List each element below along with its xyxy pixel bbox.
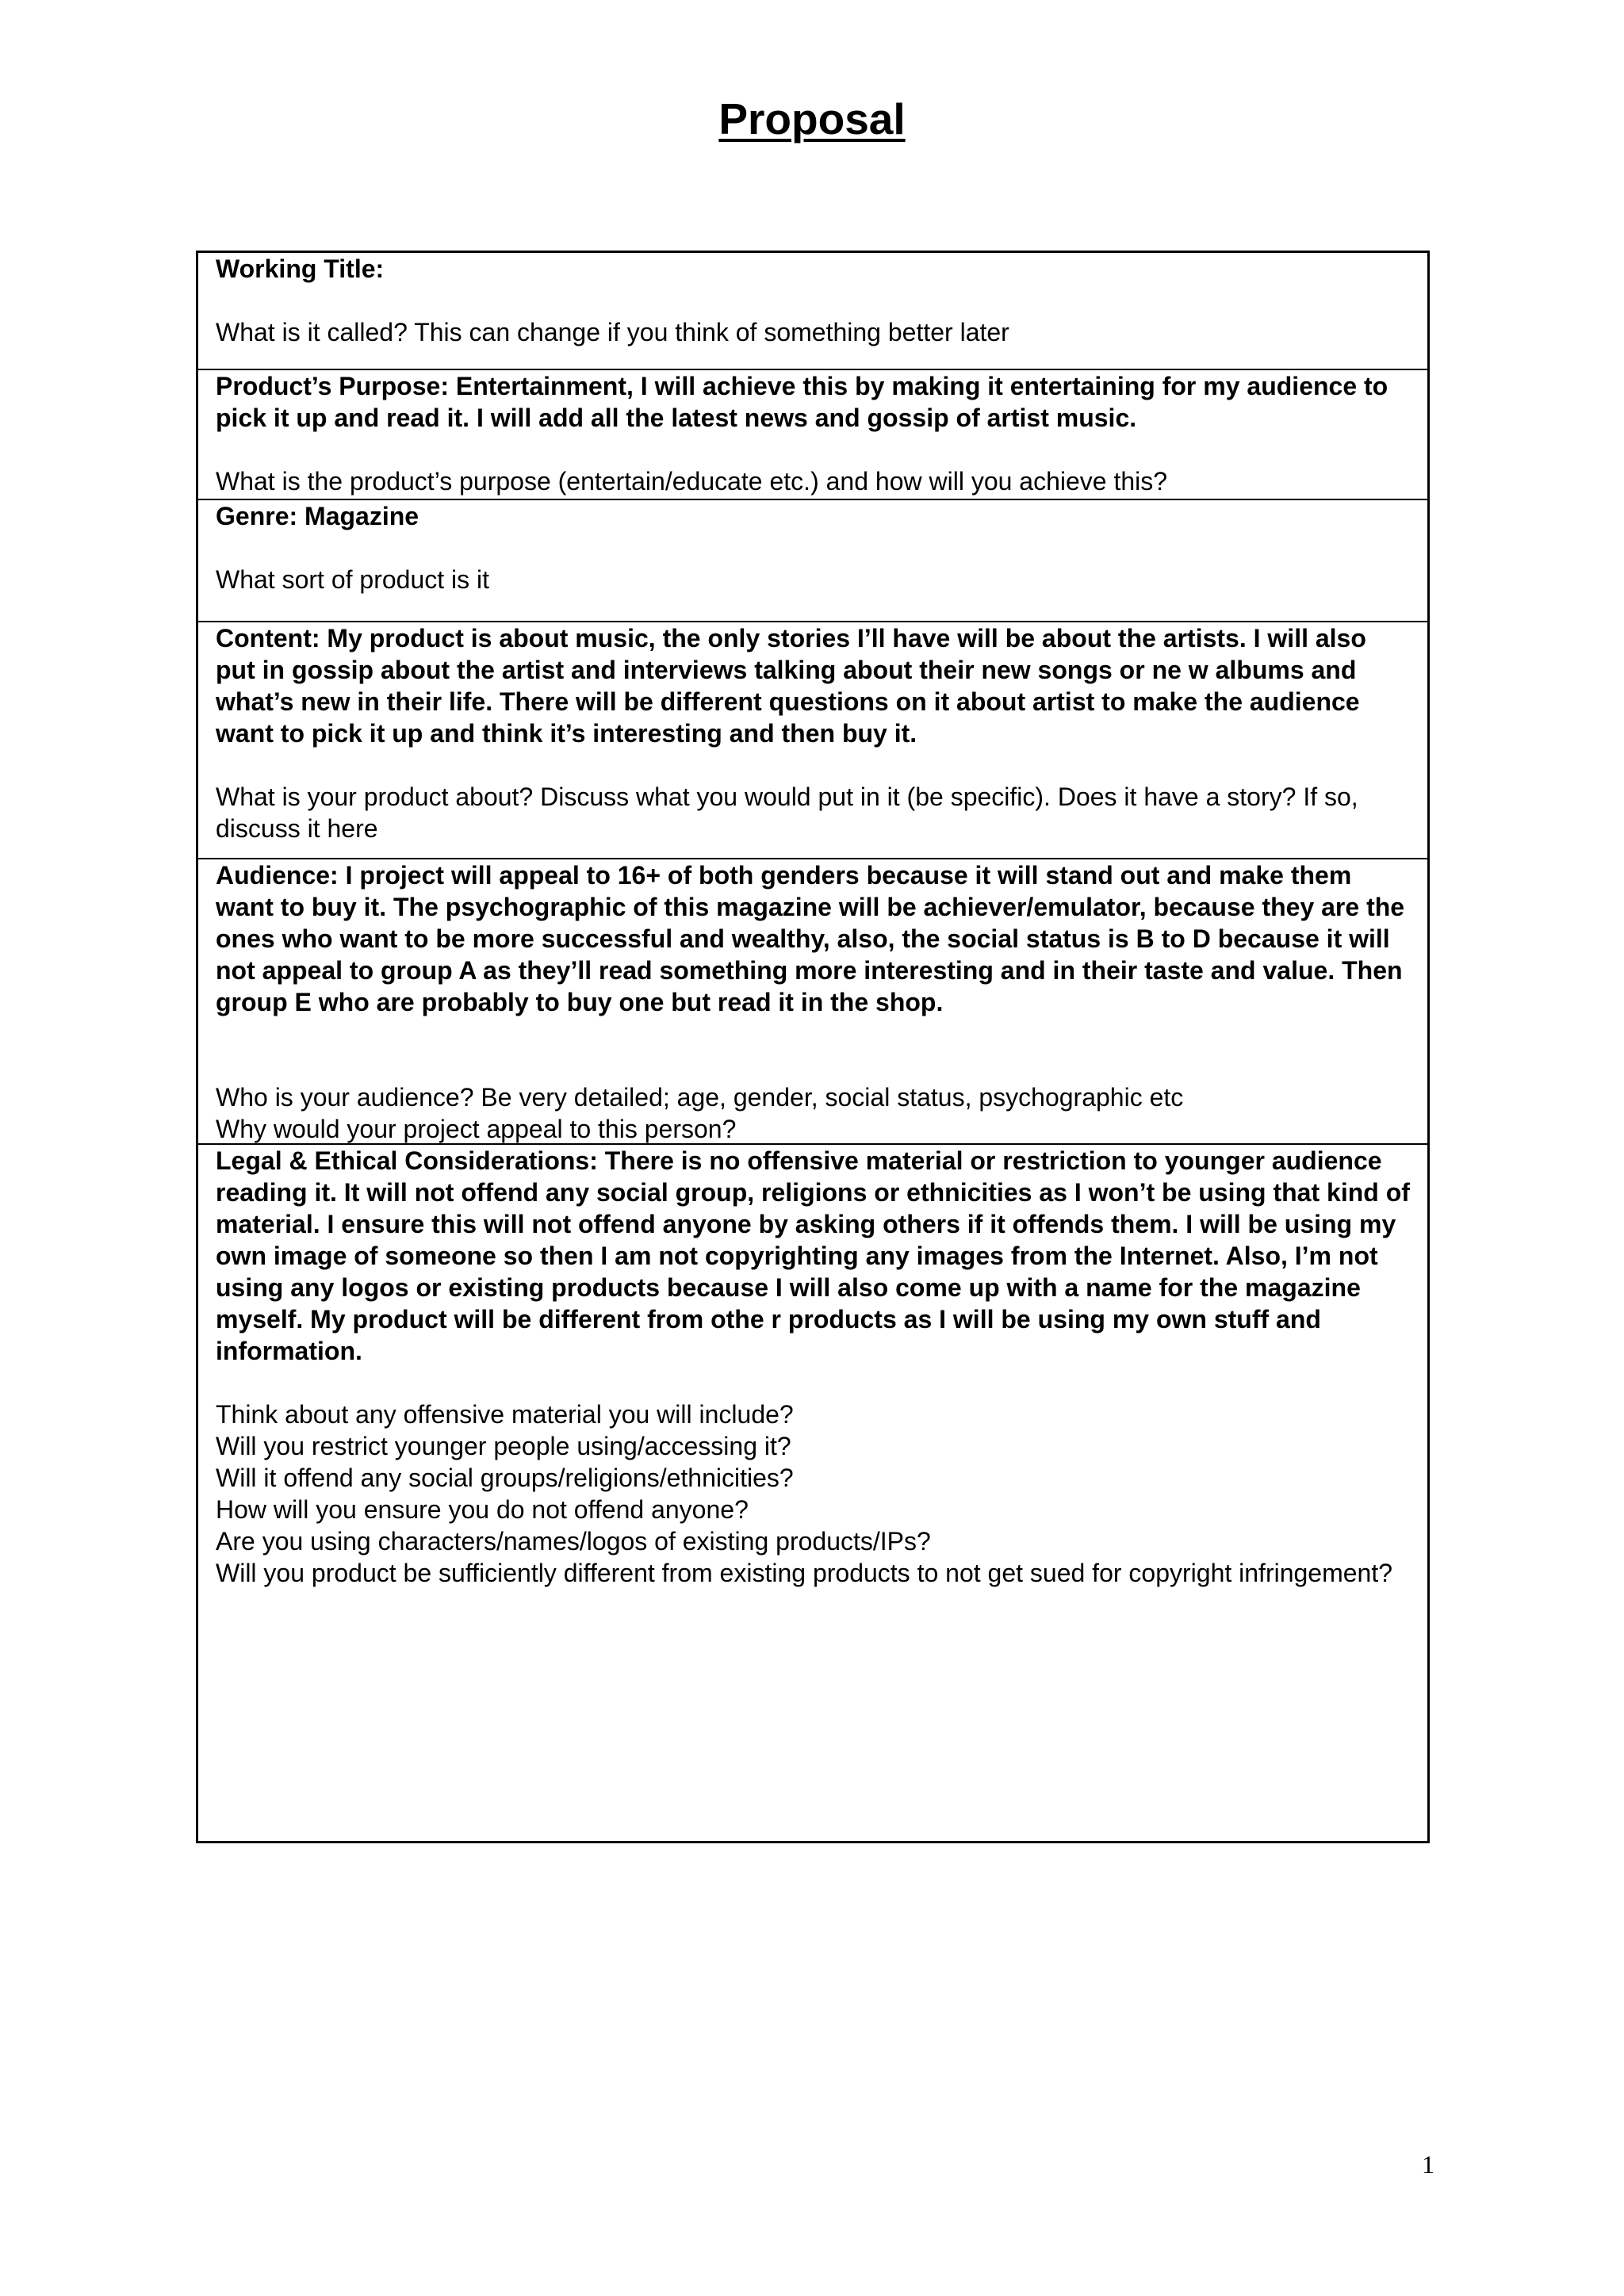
audience-prompt-line: Why would your project appeal to this person? bbox=[216, 1115, 737, 1143]
proposal-form bbox=[196, 251, 1430, 1843]
page-title: Proposal bbox=[718, 94, 906, 144]
legal-prompt-line: Will you restrict younger people using/accessing it? bbox=[216, 1432, 791, 1460]
audience-prompt bbox=[216, 1081, 1410, 1145]
purpose-prompt: What is the product’s purpose (entertain/educate etc.) and how will you achieve this? bbox=[216, 467, 1168, 496]
page-number: 1 bbox=[1422, 2150, 1434, 2179]
genre-prompt: What sort of product is it bbox=[216, 565, 490, 594]
legal-prompt-line: Will you product be sufficiently different from existing products to not get sued for copyright infringement? bbox=[216, 1559, 1393, 1587]
working-title-section bbox=[198, 253, 1427, 370]
purpose-label: Product’s Purpose: bbox=[216, 372, 449, 400]
working-title-prompt: What is it called? This can change if you think of something better later bbox=[216, 318, 1009, 346]
legal-prompt-line: How will you ensure you do not offend anyone? bbox=[216, 1495, 749, 1524]
genre-response: Magazine bbox=[304, 502, 419, 530]
legal-label: Legal & Ethical Considerations: bbox=[216, 1146, 598, 1175]
audience-prompt-line: Who is your audience? Be very detailed; age, gender, social status, psychographic etc bbox=[216, 1083, 1184, 1112]
working-title-label: Working Title: bbox=[216, 254, 385, 283]
content-prompt: What is your product about? Discuss what you would put in it (be specific). Does it have a story? If so, discuss it here bbox=[216, 783, 1358, 843]
legal-prompt-line: Think about any offensive material you will include? bbox=[216, 1400, 794, 1429]
working-title-heading bbox=[216, 253, 1410, 285]
legal-answer bbox=[216, 1145, 1410, 1367]
audience-response: I project will appeal to 16+ of both genders because it will stand out and make them want to buy it. The psychographic of this magazine will be achiever/emulator, because they are the ones who want to be more successful and wealthy, also, the social status is B to D because it will not appeal to group A as they’ll read something more interesting and in their taste and value. Then group E who are probably to buy one but read it in the shop. bbox=[216, 861, 1405, 1016]
genre-label: Genre: bbox=[216, 502, 298, 530]
content-answer bbox=[216, 622, 1410, 749]
audience-section bbox=[198, 859, 1427, 1145]
content-label: Content: bbox=[216, 624, 320, 652]
audience-answer bbox=[216, 859, 1410, 1018]
legal-prompt bbox=[216, 1399, 1410, 1589]
content-response: My product is about music, the only stories I’ll have will be about the artists. I will also put in gossip about the artist and interviews talking about their new songs or ne w albums and what’s new in their life. There will be different questions on it about artist to make the audience want to pick it up and think it’s interesting and then buy it. bbox=[216, 624, 1366, 748]
content-section bbox=[198, 622, 1427, 859]
legal-prompt-line: Are you using characters/names/logos of existing products/IPs? bbox=[216, 1527, 931, 1556]
genre-section bbox=[198, 500, 1427, 622]
legal-section bbox=[198, 1145, 1427, 1841]
purpose-response: Entertainment, I will achieve this by making it entertaining for my audience to pick it up and read it. I will add all the latest news and gossip of artist music. bbox=[216, 372, 1388, 432]
legal-prompt-line: Will it offend any social groups/religions/ethnicities? bbox=[216, 1464, 794, 1492]
genre-answer bbox=[216, 500, 1410, 532]
purpose-answer bbox=[216, 370, 1410, 434]
legal-response: There is no offensive material or restriction to younger audience reading it. It will not offend any social group, religions or ethnicities as I won’t be using that kind of material. I ensure this will not offend anyone by asking others if it offends them. I will be using my own image of someone so then I am not copyrighting any images from the Internet. Also, I’m not using any logos or existing products because I will also come up with a name for the magazine myself. My product will be different from othe r products as I will be using my own stuff and information. bbox=[216, 1146, 1410, 1365]
audience-label: Audience: bbox=[216, 861, 339, 890]
purpose-section bbox=[198, 370, 1427, 500]
